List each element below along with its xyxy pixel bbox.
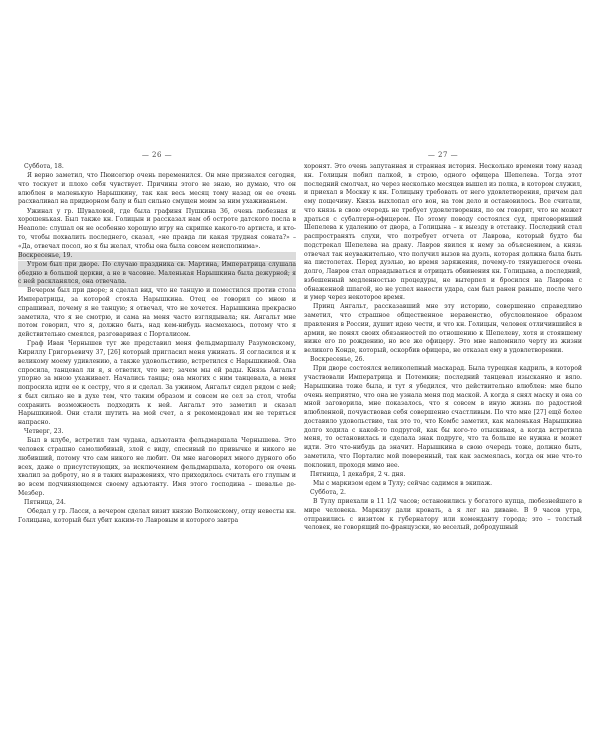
right-page: [304, 150, 582, 710]
paragraph: Был в клубе, встретил там чудака, адъютанта фельдмаршала Чернышева. Это человек страшно самолюбивый, злой с виду, спесивый по привычке и никого не любивший, потому что сам никого не любит. Он мне наговорил много дурного обо всех, даже о присутствующих, за исключением фельдмаршала, которого он очень хвалил за доброту, но я в таких выражениях, что приходилось считать его глупым и во всем подчиняющемся своему адъютанту. Имя этого господина – шевалье де-Мезбер.: [18, 437, 296, 497]
paragraph: Утром был при дворе. По случаю праздника св. Мартина, Императрица слушала обедню в большой церкви, а не в часовне. Маленькая Нарышкина была дежурной; я с ней раскланялся, она отвечала.: [18, 260, 296, 286]
page-number: — 27 —: [427, 151, 459, 159]
left-page-body: [18, 163, 296, 526]
paragraph: Мы с маркизом едем в Тулу; сейчас садимся в экипаж.: [313, 479, 493, 487]
date-heading: Воскресенье, 26.: [310, 356, 365, 364]
right-page-body: [304, 163, 582, 533]
date-heading: Воскресенье, 19.: [18, 252, 296, 261]
paragraph: Граф Иван Чернышев тут же представил меня фельдмаршалу Разумовскому, Кириллу Григорьевичу 37, [26] который пригласил меня ужинать. Я согласился и к великому моему удивлению, а также удовольствию, встретился с Нарышкиной. Она спросила, танцевал ли я, я ответил, что нет; зачем мы ей рады. Князь Ангальт упорно за мною ухаживает. Начались танцы; она многих с ним танцевала, а меня попросила идти ее к сестру, что я и сделал. За ужином, Ангальт сидел рядом с ней; я был сильно не в духе тем, что таким образом и совсем не сел за стол, чтобы сохранить возможность подходить к ней. Ангальт это заметил и сказал Нарышкиной. Они стали шутить на мой счет, а я рекомендовал им не теряться напрасно.: [18, 340, 296, 427]
paragraph: При дворе состоялся великолепный маскарад. Была турецкая кадриль, в которой участвовали Императрица и Потемкин; последний танцевал изысканно и вяло. Нарышкина тоже была, и тут я убедился, что действительно влюблен: мне было очень неприятно, что она не узнала меня под маской. А когда я снял маску и она со мной заговорила, мне показалось, что я совсем в иную жизнь по радостной влюбленной, почувствовав себя совершенно счастливым. По что мне [27] ещё более доставило удовольствие, так это то, что Комбс заметил, как маленькая Нарышкина долго ходила с какой-то подругой, как бы кого-то отыскивая, а когда встретила меня, то остановилась и сделала знак подруге, что та больше не нужна и может идти. Это что-нибудь да значит. Нарышкина в свою очередь тоже, должно быть, заметила, что Порталис мой поверенный, так как засмеялась, когда он мне что-то поклонил, проходя мимо нее.: [304, 365, 582, 469]
date-heading: Четверг, 23.: [24, 428, 64, 436]
paragraph: Вечером был при дворе; я сделал вид, что не танцую и поместился против стола Императрицы, за которой стояла Нарышкина. Отец ее говорил со мною и спрашивал, почему я не танцую; я отвечал, что не хочется. Нарышкина прекрасно заметила, что я не смотрю, и сама на меня часто взглядывала; кн. Ангальт мне потом говорил, что я, должно быть, над кем-нибудь насмехаюсь, потому что я действительно смеялся, разговаривая с Порталисом.: [18, 287, 296, 339]
left-page: [18, 150, 296, 710]
date-heading: Суббота, 2.: [310, 489, 346, 497]
date-heading: Пятница, 24.: [24, 499, 66, 507]
page-number: — 26 —: [141, 151, 173, 159]
date-heading: Суббота, 18.: [24, 163, 64, 170]
paragraph: Ужинал у гр. Шуваловой, где была графиня Пушкина 36, очень любезная и хорошенькая. Был также кн. Голицын и рассказал нам об остроте датского посла в Неаполе: слушал он не особенно хорошую игру на скрипке какого-то артиста, и кто-то, чтобы похвалить последнего, сказал, «не правда ли какая трудная соната?» – «Да, отвечал посол, но я бы желал, чтобы она была совсем неисполнима».: [18, 207, 296, 250]
paragraph: Обедал у гр. Ласси, а вечером сделал визит князю Волконскому, отцу невесты кн. Голицына, который был убит каким-то Лавровым и которого завтра: [18, 508, 296, 524]
paragraph: Принц Ангальт, рассказавший мне эту историю, совершенно справедливо заметил, что страшное общественное неравенство, обусловленное образом правления в России, душит идею чести, и что кн. Голицын, человек отличившийся в армии, не понял своих обязанностей по отношению к Шепелеву, хотя и стоявшему ниже его по рождению, но все же офицеру. Это мне напомнило черту из жизни великого Конде, который, оскорбив офицера, не отказал ему в удовлетворении.: [304, 303, 582, 355]
date-heading: Пятница, 1 декабря, 2 ч. дня.: [310, 470, 406, 478]
paragraph: В Тулу приехали в 11 1/2 часов; остановились у богатого купца, любезнейшего в мире человека. Маркизу дали кровать, а я лег на диване. В 9 часов утра, отправились с визитом к губернатору или коменданту города; это – толстый человек, не говорящий по-французски, но веселый, добродушный: [304, 498, 582, 532]
paragraph: хоронят. Это очень запутанная и странная история. Несколько времени тому назад кн. Голицын побил палкой, в строю, одного офицера Шепелева. Тогда этот последний смолчал, но через несколько месяцев вышел из полка, в котором служил, и приехал в Москву к кн. Голицыну требовать от него удовлетворения, причем дал ему пощечину. Князь выхлопал его вон, на том дело и остановилось. Все считали, что князь в свою очередь не требует удовлетворения, по ом говорят, что не может драться с субалтерн-офицером. По этому поводу состоялся суд, приговоривший Шепелева к удалению от двора, а Голицына – к выезду в отставку. Последний стал распространять слухи, что потребует отчета от Лаврова, который будто бы подстрекал Шепелева на драку. Лавров явился к нему за объяснением, а князь отвечал так неуважительно, что получил вызов на дуэль, которая должна была быть на пистолетах. Перед дуэлью, во время заряжения, почему-то тянувшегося очень долго, Лавров стал оправдываться и отрицать обвинения кн. Голицына, а последний, взбешенный медленностью процедуры, не вытерпел и бросился на Лаврова с обнаженной шпагой, но не успел нанести удара, сам был ранен раньше, после чего и умер через некоторое время.: [304, 163, 582, 302]
paragraph: Я верно заметил, что Пюисегюр очень переменился. Он мне признался сегодня, что тоскует и плохо себя чувствует. Причины этого не знаю, но думаю, что он влюблен в маленькую Нарышкину, так как весь месяц тому назад он ее очень расхваливал на придворном балу и был сильно смущен моим за ним ухаживаньем.: [18, 172, 296, 206]
